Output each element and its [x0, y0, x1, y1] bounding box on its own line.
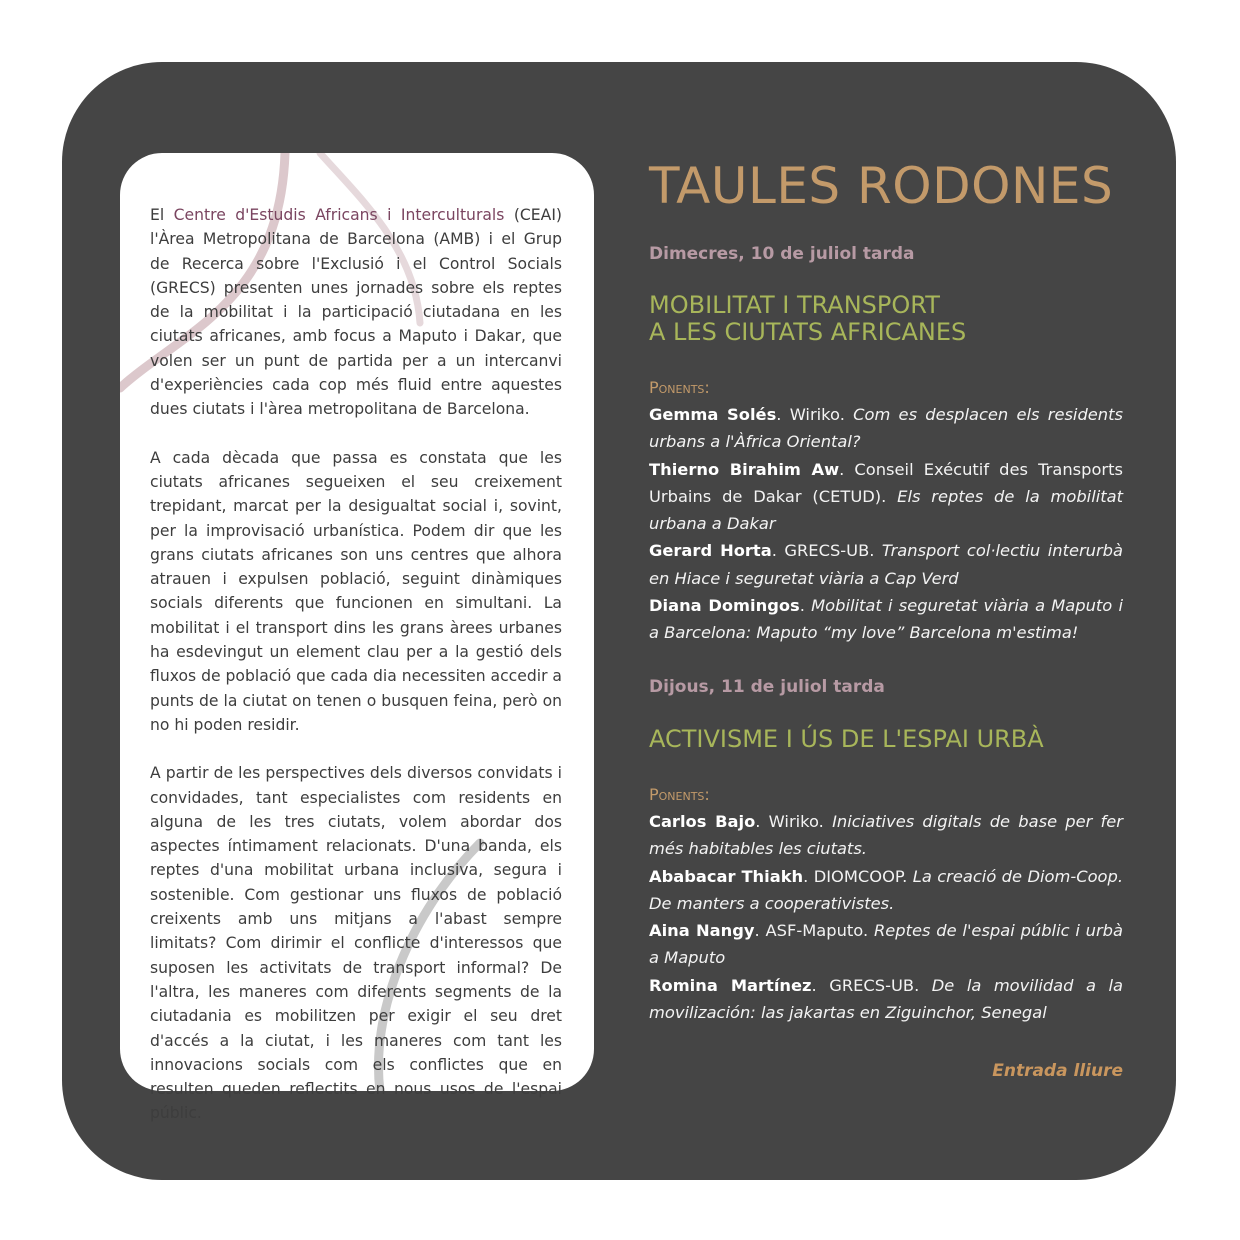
intro-text	[150, 203, 562, 1150]
speaker-entry	[649, 917, 1123, 972]
intro-paragraph-1: El Centre d'Estudis Africans i Interculturals (CEAI) l'Àrea Metropolitana de Barcelona (AMB) i el Grup de Recerca sobre l'Exclusió i el Control Socials (GRECS) presenten unes jornades sobre els reptes de la mobilitat i la participació ciutadana en les ciutats africanes, amb focus a Maputo i Dakar, que volen ser un punt de partida per a un intercanvi d'experiències cada cop més fluid entre aquestes dues ciutats i l'àrea metropolitana de Barcelona.	[150, 206, 562, 419]
speaker-name: Diana Domingos	[649, 596, 800, 616]
speaker-name: Aina Nangy	[649, 921, 755, 941]
talk-title: Transport col·lectiu interurbà en Hiace i seguretat viària a Cap Verd	[649, 541, 1123, 588]
speaker-org: . Wiriko.	[776, 405, 854, 424]
talk-title: De la movilidad a la movilización: las jakartas en Ziguinchor, Senegal	[649, 975, 1123, 1023]
day1-speakers	[649, 401, 1123, 647]
speaker-entry	[649, 592, 1123, 647]
speaker-entry	[649, 808, 1123, 863]
speaker-name: Thierno Birahim Aw	[649, 459, 840, 479]
speaker-org: . ASF-Maputo.	[754, 921, 874, 941]
free-entry-note: Entrada lliure	[992, 1061, 1123, 1081]
speaker-entry	[649, 863, 1123, 918]
talk-title: Mobilitat i seguretat viària a Maputo i a Barcelona: Maputo “my love” Barcelona m'estima!	[649, 596, 1123, 643]
talk-title: Iniciatives digitals de base per fer més habitables les ciutats.	[649, 812, 1123, 859]
day2-session-title: ACTIVISME I ÚS DE L'ESPAI URBÀ	[649, 725, 1044, 753]
talk-title: Com es desplacen els residents urbans a l'Àfrica Oriental?	[649, 405, 1123, 452]
day2-speakers	[649, 808, 1123, 1026]
speaker-name: Carlos Bajo	[649, 812, 756, 831]
speaker-name: Gemma Solés	[649, 405, 777, 424]
speaker-entry	[649, 456, 1123, 538]
day1-ponents-label: Ponents:	[649, 378, 710, 397]
speaker-entry	[649, 401, 1123, 456]
intro-paragraph-2: A cada dècada que passa es constata que les ciutats africanes segueixen el seu creixement trepidant, marcat per la desigualtat social i, sovint, per la improvisació urbanística. Podem dir que les grans ciutats africanes son uns centres que alhora atrauen i expulsen població, seguint dinàmiques socials diferents que funcionen en simultani. La mobilitat i el transport dins les grans àrees urbanes ha esdevingut un element clau per a la gestió dels fluxos de població que cada dia necessiten accedir a punts de la ciutat on tenen o busquen feina, però on no hi poden residir.	[150, 448, 562, 734]
day2-date: Dijous, 11 de juliol tarda	[649, 677, 885, 697]
speaker-name: Gerard Horta	[649, 541, 772, 561]
speaker-entry	[649, 972, 1123, 1027]
talk-title: Reptes de l'espai públic i urbà a Maputo	[649, 921, 1123, 968]
day1-session-line1: MOBILITAT I TRANSPORT	[649, 291, 940, 319]
speaker-org: . GRECS-UB.	[771, 541, 882, 561]
day1-session-line2: A LES CIUTATS AFRICANES	[649, 318, 967, 346]
speaker-org: . Wiriko.	[755, 812, 833, 831]
speaker-name: Romina Martínez	[649, 975, 812, 995]
speaker-entry	[649, 537, 1123, 592]
talk-title: Els reptes de la mobilitat urbana a Dakar	[649, 486, 1123, 534]
talk-title: La creació de Diom-Coop. De manters a cooperativistes.	[649, 866, 1123, 913]
page-title: TAULES RODONES	[649, 157, 1114, 215]
speaker-name: Ababacar Thiakh	[649, 866, 804, 886]
day1-session-title	[649, 292, 1123, 346]
ceai-highlight: Centre d'Estudis Africans i Interculturals	[173, 206, 505, 224]
speaker-org: . Conseil Exécutif des Transports Urbains de Dakar (CETUD).	[649, 459, 1123, 506]
speaker-org: .	[799, 596, 812, 616]
speaker-org: . DIOMCOOP.	[803, 866, 913, 886]
day2-ponents-label: Ponents:	[649, 785, 710, 804]
intro-paragraph-3: A partir de les perspectives dels diversos convidats i convidades, tant especialistes com residents en alguna de les tres ciutats, volem abordar dos aspectes íntimament relacionats. D'una banda, els reptes d'una mobilitat urbana inclusiva, segura i sostenible. Com gestionar uns fluxos de població creixents amb uns mitjans a l'abast sempre limitats? Com dirimir el conflicte d'interessos que suposen les activitats de transport informal? De l'altra, les maneres com diferents segments de la ciutadania es mobilitzen per exigir el seu dret d'accés a la ciutat, i les maneres com tant les innovacions socials com els conflictes que en resulten queden reflectits en nous usos de l'espai públic.	[150, 764, 562, 1123]
day1-date: Dimecres, 10 de juliol tarda	[649, 244, 915, 264]
speaker-org: . GRECS-UB.	[811, 975, 932, 995]
